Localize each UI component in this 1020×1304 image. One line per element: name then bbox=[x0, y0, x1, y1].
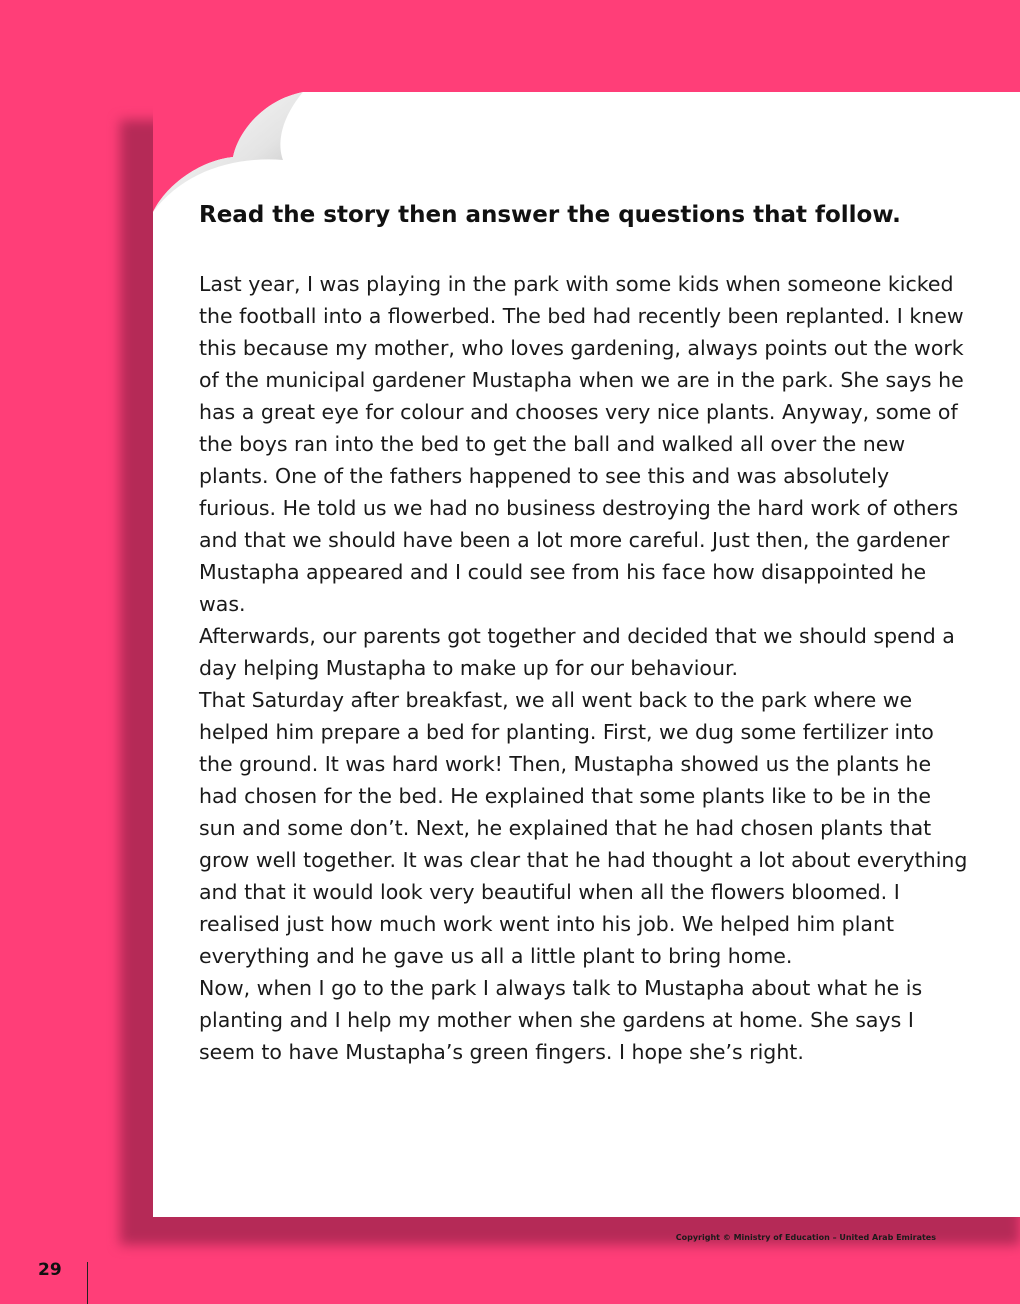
page-title: Read the story then answer the questions that follow. bbox=[199, 202, 901, 228]
story-page bbox=[153, 92, 1020, 1217]
footer-divider bbox=[87, 1262, 88, 1304]
story-paragraph: Now, when I go to the park I always talk to Mustapha about what he is planting and I help my mother when she gardens at home. She says I seem to have Mustapha’s green fingers. I hope she’s right. bbox=[199, 976, 923, 1064]
page-number: 29 bbox=[38, 1260, 62, 1280]
story-text bbox=[199, 268, 969, 1068]
story-paragraph: That Saturday after breakfast, we all went back to the park where we helped him prepare a bed for planting. First, we dug some fertilizer into the ground. It was hard work! Then, Mustapha showed us the plants he had chosen for the bed. He explained that some plants like to be in the sun and some don’t. Next, he explained that he had chosen plants that grow well together. It was clear that he had thought a lot about everything and that it would look very beautiful when all the flowers bloomed. I realised just how much work went into his job. We helped him plant everything and he gave us all a little plant to bring home. bbox=[199, 688, 968, 968]
copyright-notice: Copyright © Ministry of Education – United Arab Emirates bbox=[675, 1233, 936, 1242]
story-paragraph: Afterwards, our parents got together and decided that we should spend a day helping Mustapha to make up for our behaviour. bbox=[199, 624, 955, 680]
story-paragraph: Last year, I was playing in the park with some kids when someone kicked the football into a flowerbed. The bed had recently been replanted. I knew this because my mother, who loves gardening, always points out the work of the municipal gardener Mustapha when we are in the park. She says he has a great eye for colour and chooses very nice plants. Anyway, some of the boys ran into the bed to get the ball and walked all over the new plants. One of the fathers happened to see this and was absolutely furious. He told us we had no business destroying the hard work of others and that we should have been a lot more careful. Just then, the gardener Mustapha appeared and I could see from his face how disappointed he was. bbox=[199, 272, 964, 616]
